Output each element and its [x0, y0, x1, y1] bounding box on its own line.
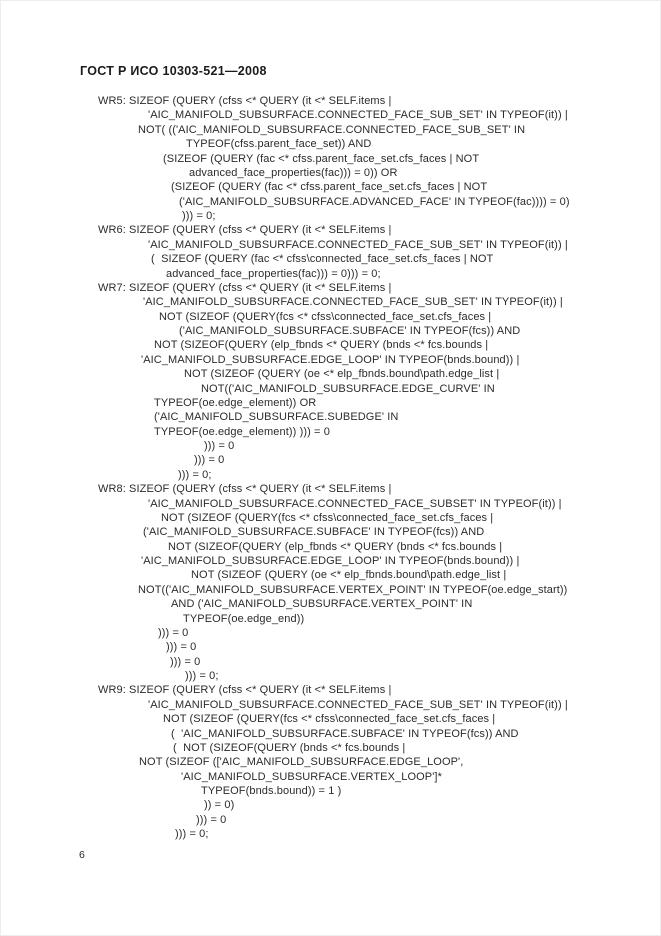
code-line: TYPEOF(oe.edge_element)) ))) = 0 [154, 425, 330, 438]
code-line: NOT(('AIC_MANIFOLD_SUBSURFACE.EDGE_CURVE' IN [201, 382, 495, 395]
code-line: advanced_face_properties(fac))) = 0))) = 0; [166, 267, 381, 280]
code-line: 'AIC_MANIFOLD_SUBSURFACE.CONNECTED_FACE_SUB_SET' IN TYPEOF(it)) | [148, 698, 568, 711]
code-rule-wr7 [98, 281, 638, 482]
code-line: WR7: SIZEOF (QUERY (cfss <* QUERY (it <* SELF.items | [98, 281, 392, 294]
code-line: 'AIC_MANIFOLD_SUBSURFACE.CONNECTED_FACE_SUB_SET' IN TYPEOF(it)) | [143, 296, 563, 309]
code-line: NOT (SIZEOF(QUERY (elp_fbnds <* QUERY (bnds <* fcs.bounds | [168, 540, 503, 553]
code-line: WR9: SIZEOF (QUERY (cfss <* QUERY (it <* SELF.items | [98, 684, 392, 697]
code-line: WR6: SIZEOF (QUERY (cfss <* QUERY (it <* SELF.items | [98, 224, 392, 237]
code-line: ))) = 0 [196, 813, 227, 826]
code-line: ( SIZEOF (QUERY (fac <* cfss\connected_face_set.cfs_faces | NOT [151, 253, 494, 266]
code-rule-wr5 [98, 94, 638, 223]
code-line: TYPEOF(cfss.parent_face_set)) AND [186, 138, 372, 151]
code-line: 'AIC_MANIFOLD_SUBSURFACE.EDGE_LOOP' IN TYPEOF(bnds.bound)) | [141, 555, 520, 567]
code-line: NOT (SIZEOF (QUERY(fcs <* cfss\connected_face_set.cfs_faces | [159, 310, 492, 323]
code-line: NOT(('AIC_MANIFOLD_SUBSURFACE.VERTEX_POINT' IN TYPEOF(oe.edge_start)) [138, 583, 568, 596]
code-line: 'AIC_MANIFOLD_SUBSURFACE.CONNECTED_FACE_SUB_SET' IN TYPEOF(it)) | [148, 109, 568, 122]
code-line: ( 'AIC_MANIFOLD_SUBSURFACE.SUBFACE' IN TYPEOF(fcs)) AND [171, 727, 519, 740]
code-line: ('AIC_MANIFOLD_SUBSURFACE.ADVANCED_FACE' IN TYPEOF(fac)))) = 0) [179, 195, 570, 208]
code-rule-wr6 [98, 223, 638, 281]
code-line: NOT (SIZEOF (QUERY (oe <* elp_fbnds.bound\path.edge_list | [191, 569, 507, 582]
code-line: NOT (SIZEOF (['AIC_MANIFOLD_SUBSURFACE.EDGE_LOOP', [139, 756, 464, 769]
code-line: 'AIC_MANIFOLD_SUBSURFACE.VERTEX_LOOP']* [181, 770, 442, 783]
code-line: advanced_face_properties(fac))) = 0)) OR [189, 166, 398, 179]
code-line: NOT (SIZEOF (QUERY(fcs <* cfss\connected_face_set.cfs_faces | [161, 511, 494, 524]
code-line: ('AIC_MANIFOLD_SUBSURFACE.SUBFACE' IN TYPEOF(fcs)) AND [143, 526, 485, 539]
code-line: NOT( (('AIC_MANIFOLD_SUBSURFACE.CONNECTED_FACE_SUB_SET' IN [138, 123, 526, 136]
code-line: 'AIC_MANIFOLD_SUBSURFACE.CONNECTED_FACE_SUBSET' IN TYPEOF(it)) | [148, 497, 562, 510]
code-line: ))) = 0; [175, 828, 209, 841]
code-line: )) = 0) [204, 799, 235, 812]
code-line: ('AIC_MANIFOLD_SUBSURFACE.SUBFACE' IN TYPEOF(fcs)) AND [179, 325, 521, 337]
code-line: TYPEOF(oe.edge_element)) OR [154, 396, 317, 409]
code-line: ))) = 0; [185, 670, 219, 682]
code-line: ))) = 0 [158, 626, 189, 639]
code-rule-wr9 [98, 683, 638, 841]
code-line: ( NOT (SIZEOF(QUERY (bnds <* fcs.bounds | [173, 741, 406, 754]
code-line: NOT (SIZEOF (QUERY(fcs <* cfss\connected_face_set.cfs_faces | [163, 713, 496, 726]
code-line: ('AIC_MANIFOLD_SUBSURFACE.SUBEDGE' IN [154, 411, 399, 424]
document-header-title: ГОСТ Р ИСО 10303-521—2008 [80, 64, 267, 78]
code-line: AND ('AIC_MANIFOLD_SUBSURFACE.VERTEX_POINT' IN [171, 598, 473, 611]
code-line: WR5: SIZEOF (QUERY (cfss <* QUERY (it <* SELF.items | [98, 95, 392, 107]
code-line: WR8: SIZEOF (QUERY (cfss <* QUERY (it <* SELF.items | [98, 483, 392, 496]
code-line: 'AIC_MANIFOLD_SUBSURFACE.CONNECTED_FACE_SUB_SET' IN TYPEOF(it)) | [148, 238, 568, 251]
code-line: ))) = 0; [178, 468, 212, 481]
code-line: ))) = 0 [166, 641, 197, 654]
code-line: ))) = 0 [170, 655, 201, 668]
code-rule-wr8 [98, 482, 638, 683]
code-line: (SIZEOF (QUERY (fac <* cfss.parent_face_set.cfs_faces | NOT [171, 181, 488, 194]
code-line: NOT (SIZEOF (QUERY (oe <* elp_fbnds.bound\path.edge_list | [184, 368, 500, 381]
code-line: TYPEOF(oe.edge_end)) [183, 612, 305, 625]
code-line: NOT (SIZEOF(QUERY (elp_fbnds <* QUERY (bnds <* fcs.bounds | [154, 339, 489, 352]
code-line: ))) = 0 [194, 454, 225, 467]
express-code-block [98, 94, 638, 842]
code-line: ))) = 0; [182, 210, 216, 222]
page-number: 6 [79, 849, 85, 861]
code-line: TYPEOF(bnds.bound)) = 1 ) [201, 785, 342, 797]
code-line: 'AIC_MANIFOLD_SUBSURFACE.EDGE_LOOP' IN TYPEOF(bnds.bound)) | [141, 353, 520, 366]
code-line: (SIZEOF (QUERY (fac <* cfss.parent_face_set.cfs_faces | NOT [163, 152, 480, 165]
code-line: ))) = 0 [204, 440, 235, 452]
